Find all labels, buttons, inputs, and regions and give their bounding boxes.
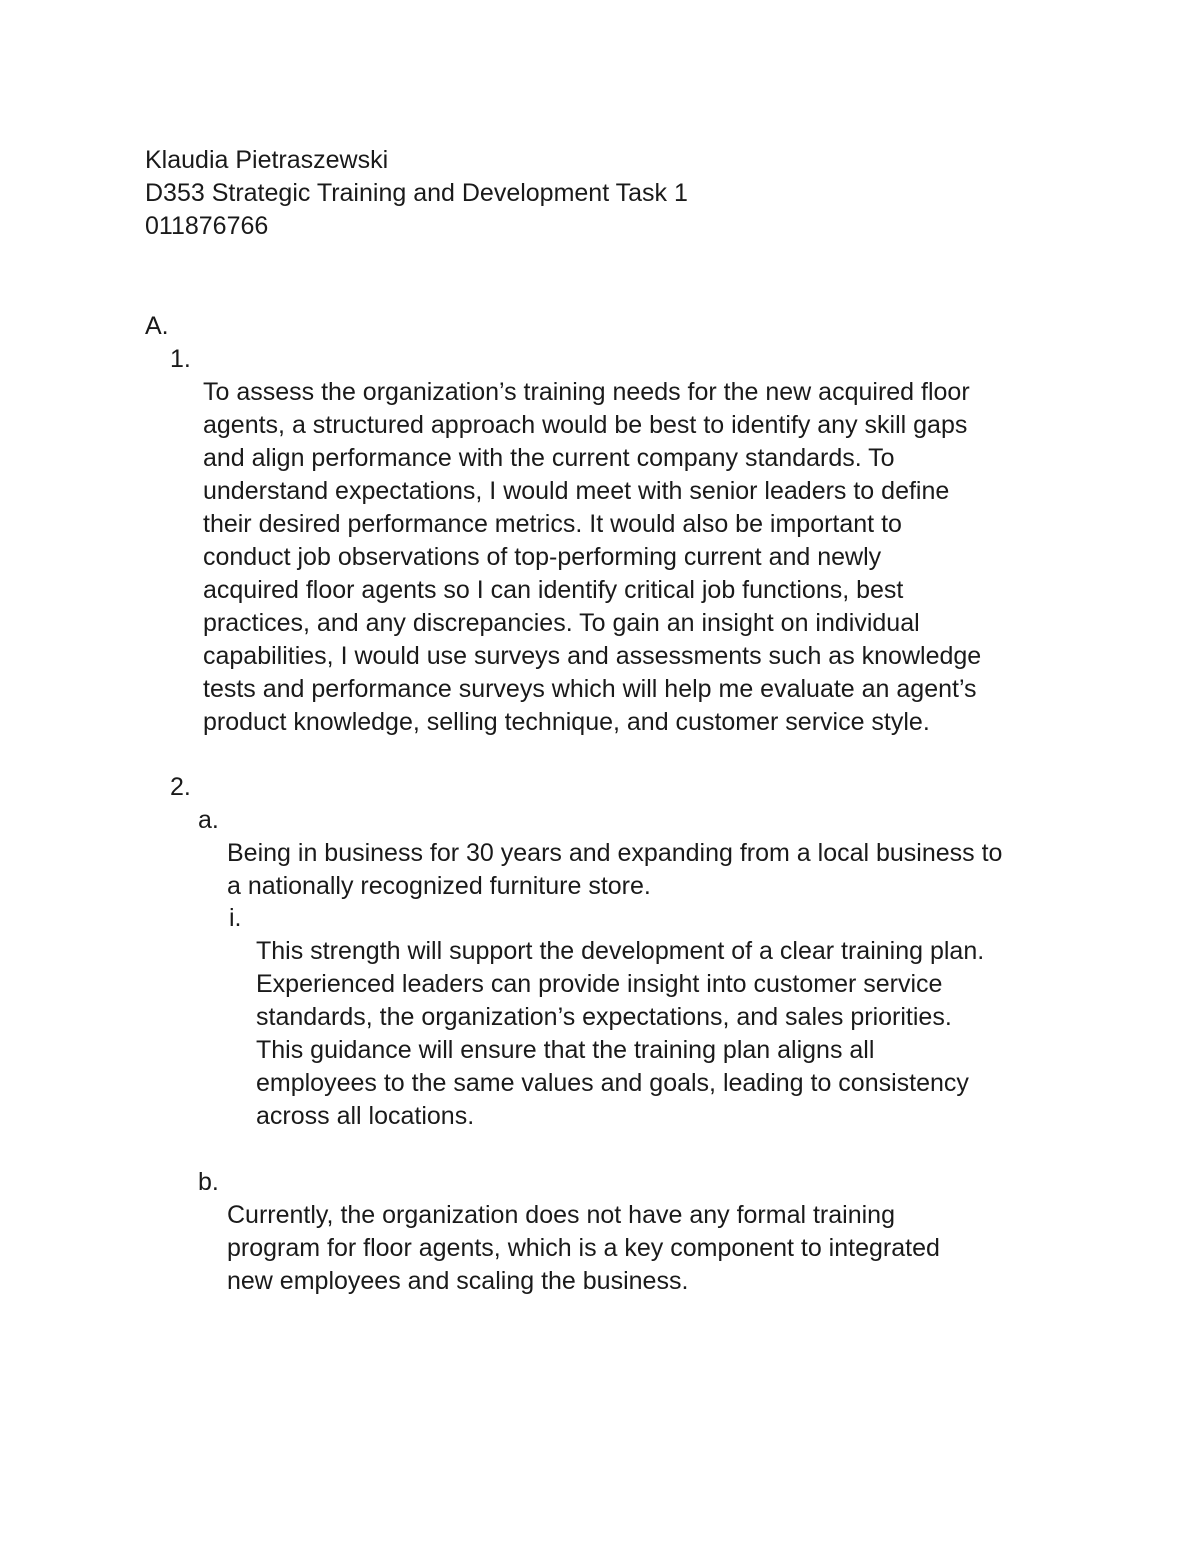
sub-a-line: a nationally recognized furniture store. — [227, 872, 651, 900]
sub-b-line: new employees and scaling the business. — [227, 1267, 689, 1295]
item-1-line: tests and performance surveys which will help me evaluate an agent’s — [203, 675, 977, 703]
item-1-line: practices, and any discrepancies. To gain an insight on individual — [203, 609, 920, 637]
section-a-label: A. — [145, 312, 169, 340]
sub-b-label: b. — [198, 1168, 219, 1196]
student-id: 011876766 — [145, 212, 269, 240]
sub-a-paragraph — [227, 837, 1002, 903]
item-1-line: conduct job observations of top-performing current and newly — [203, 543, 882, 571]
sub-i-line: This guidance will ensure that the training plan aligns all — [256, 1036, 875, 1064]
course-title: D353 Strategic Training and Development Task 1 — [145, 179, 688, 207]
item-1-line: their desired performance metrics. It would also be important to — [203, 510, 902, 538]
sub-b-line: program for floor agents, which is a key component to integrated — [227, 1234, 940, 1262]
item-1-paragraph — [203, 376, 981, 739]
sub-b-line: Currently, the organization does not have any formal training — [227, 1201, 895, 1229]
sub-i-label: i. — [229, 904, 242, 932]
sub-i-line: standards, the organization’s expectations, and sales priorities. — [256, 1003, 952, 1031]
sub-i-line: Experienced leaders can provide insight into customer service — [256, 970, 943, 998]
sub-a-label: a. — [198, 806, 219, 834]
item-1-label: 1. — [170, 345, 191, 373]
item-1-line: product knowledge, selling technique, and customer service style. — [203, 708, 930, 736]
sub-b-paragraph — [227, 1199, 940, 1298]
sub-a-line: Being in business for 30 years and expanding from a local business to — [227, 839, 1003, 867]
item-1-line: acquired floor agents so I can identify critical job functions, best — [203, 576, 904, 604]
item-1-line: agents, a structured approach would be best to identify any skill gaps — [203, 411, 968, 439]
item-1-line: To assess the organization’s training needs for the new acquired floor — [203, 378, 970, 406]
item-2-label: 2. — [170, 773, 191, 801]
sub-i-line: employees to the same values and goals, leading to consistency — [256, 1069, 969, 1097]
sub-i-paragraph — [256, 935, 984, 1133]
author-name: Klaudia Pietraszewski — [145, 146, 389, 174]
item-1-line: and align performance with the current company standards. To — [203, 444, 895, 472]
item-1-line: capabilities, I would use surveys and assessments such as knowledge — [203, 642, 982, 670]
sub-i-line: This strength will support the development of a clear training plan. — [256, 937, 985, 965]
sub-i-line: across all locations. — [256, 1102, 475, 1130]
item-1-line: understand expectations, I would meet with senior leaders to define — [203, 477, 950, 505]
